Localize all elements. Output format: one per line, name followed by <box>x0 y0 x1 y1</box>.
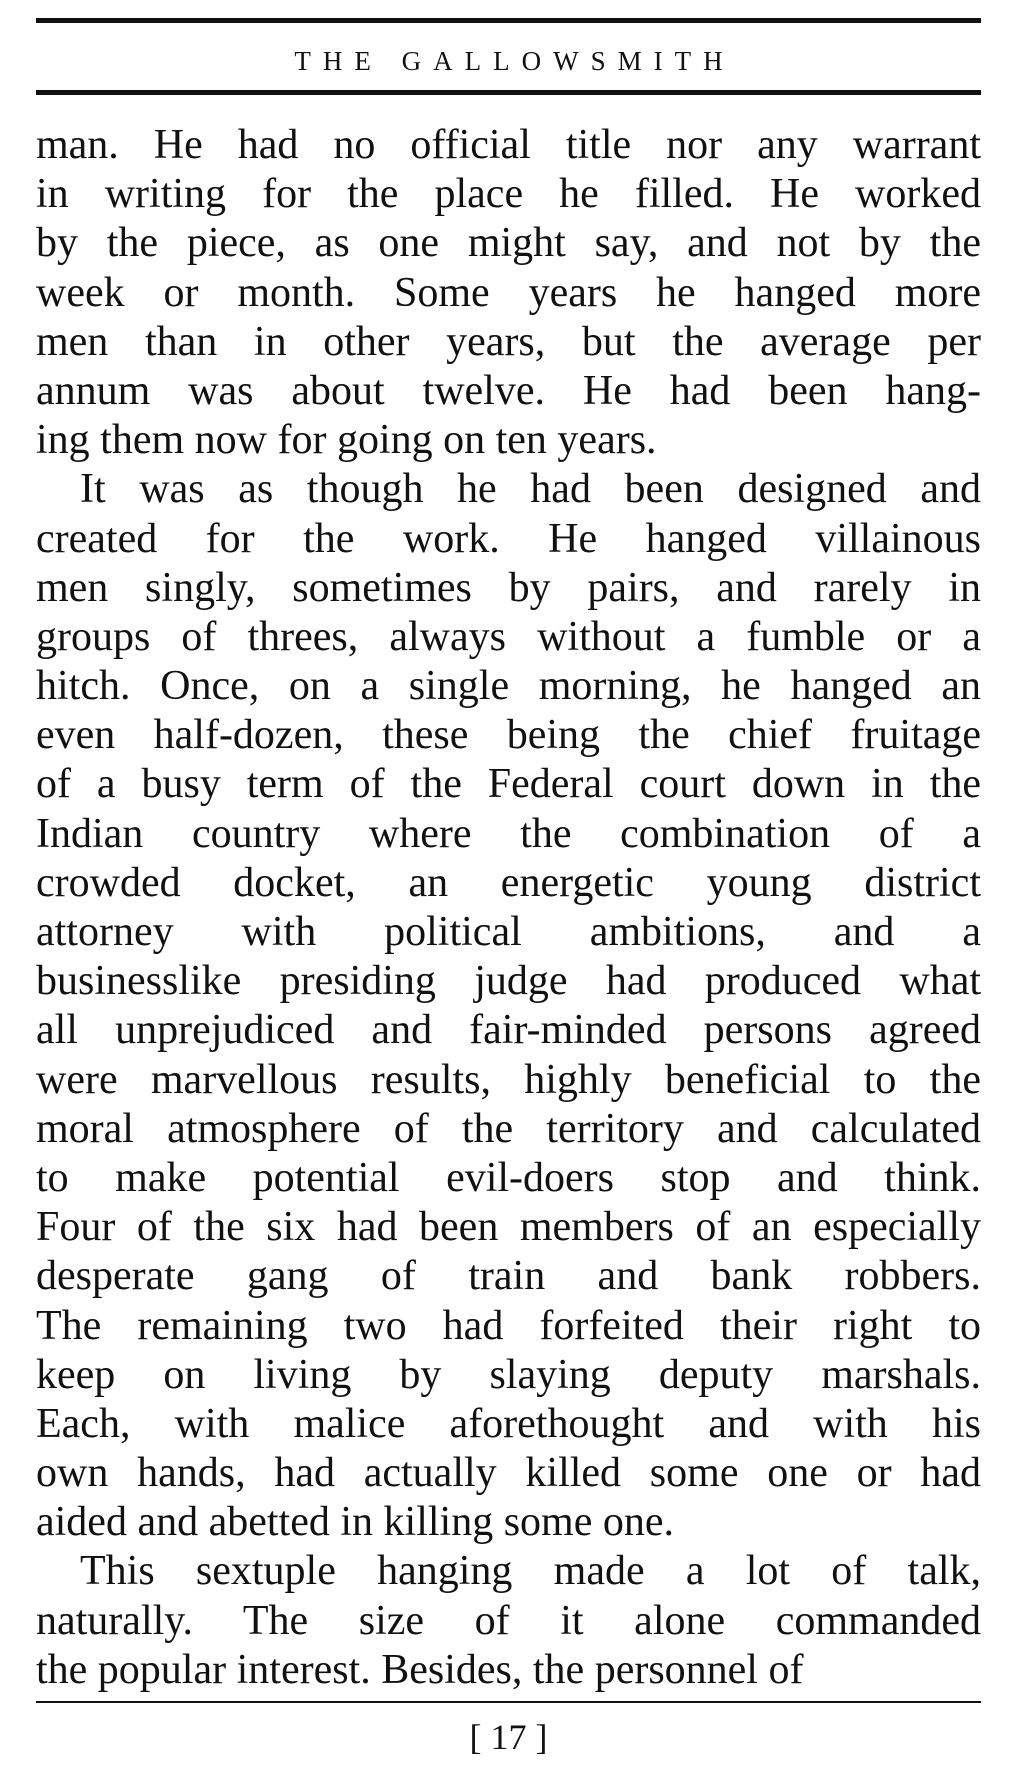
text-line: attorney with political ambitions, and a <box>36 909 981 955</box>
text-line: businesslike presiding judge had produced what <box>36 958 981 1005</box>
text-line: own hands, had actually killed some one or had <box>36 1450 981 1497</box>
text-line: by the piece, as one might say, and not by the <box>36 220 981 267</box>
text-line: ing them now for going on ten years. <box>36 417 657 464</box>
text-line: aided and abetted in killing some one. <box>36 1499 674 1546</box>
text-line: moral atmosphere of the territory and calculated <box>36 1105 981 1152</box>
text-line: This sextuple hanging made a lot of talk, <box>80 1548 981 1595</box>
paragraph <box>36 465 981 1547</box>
text-line: in writing for the place he filled. He worked <box>36 171 981 218</box>
page-header <box>36 18 981 95</box>
text-line: annum was about twelve. He had been hang- <box>36 367 981 414</box>
book-page <box>36 18 981 1778</box>
text-line: crowded docket, an energetic young district <box>36 859 981 906</box>
text-line: to make potential evil-doers stop and think. <box>36 1154 981 1201</box>
text-line: the popular interest. Besides, the personnel of <box>36 1646 804 1693</box>
running-head: THE GALLOWSMITH <box>294 46 735 76</box>
text-line: naturally. The size of it alone commanded <box>36 1597 981 1644</box>
header-bottom-rule <box>36 90 981 95</box>
text-line: even half-dozen, these being the chief fruitage <box>36 712 981 759</box>
text-line: hitch. Once, on a single morning, he hanged an <box>36 663 981 710</box>
footer-rule <box>36 1701 981 1703</box>
text-line: Indian country where the combination of a <box>36 810 981 857</box>
text-line: The remaining two had forfeited their right to <box>36 1302 981 1349</box>
text-line: man. He had no official title nor any warrant <box>36 122 981 168</box>
text-line: all unprejudiced and fair-minded persons agreed <box>36 1007 981 1054</box>
paragraph <box>36 1547 981 1695</box>
text-line: desperate gang of train and bank robbers. <box>36 1253 981 1300</box>
text-line: keep on living by slaying deputy marshals. <box>36 1351 981 1398</box>
text-line: Four of the six had been members of an especially <box>36 1204 981 1251</box>
text-line: It was as though he had been designed and <box>80 466 981 513</box>
page-number: [ 17 ] <box>469 1717 548 1757</box>
text-line: week or month. Some years he hanged more <box>36 269 981 316</box>
text-line: groups of threes, always without a fumble or a <box>36 613 981 660</box>
text-line: men than in other years, but the average per <box>36 318 981 365</box>
text-line: created for the work. He hanged villainous <box>36 515 981 562</box>
text-line: men singly, sometimes by pairs, and rarely in <box>36 564 981 611</box>
header-bottom-rules <box>36 90 981 95</box>
body-text <box>36 121 981 1695</box>
text-line: Each, with malice aforethought and with his <box>36 1400 981 1447</box>
text-line: of a busy term of the Federal court down in the <box>36 761 981 808</box>
text-line: were marvellous results, highly beneficial to the <box>36 1056 981 1103</box>
paragraph <box>36 121 981 465</box>
